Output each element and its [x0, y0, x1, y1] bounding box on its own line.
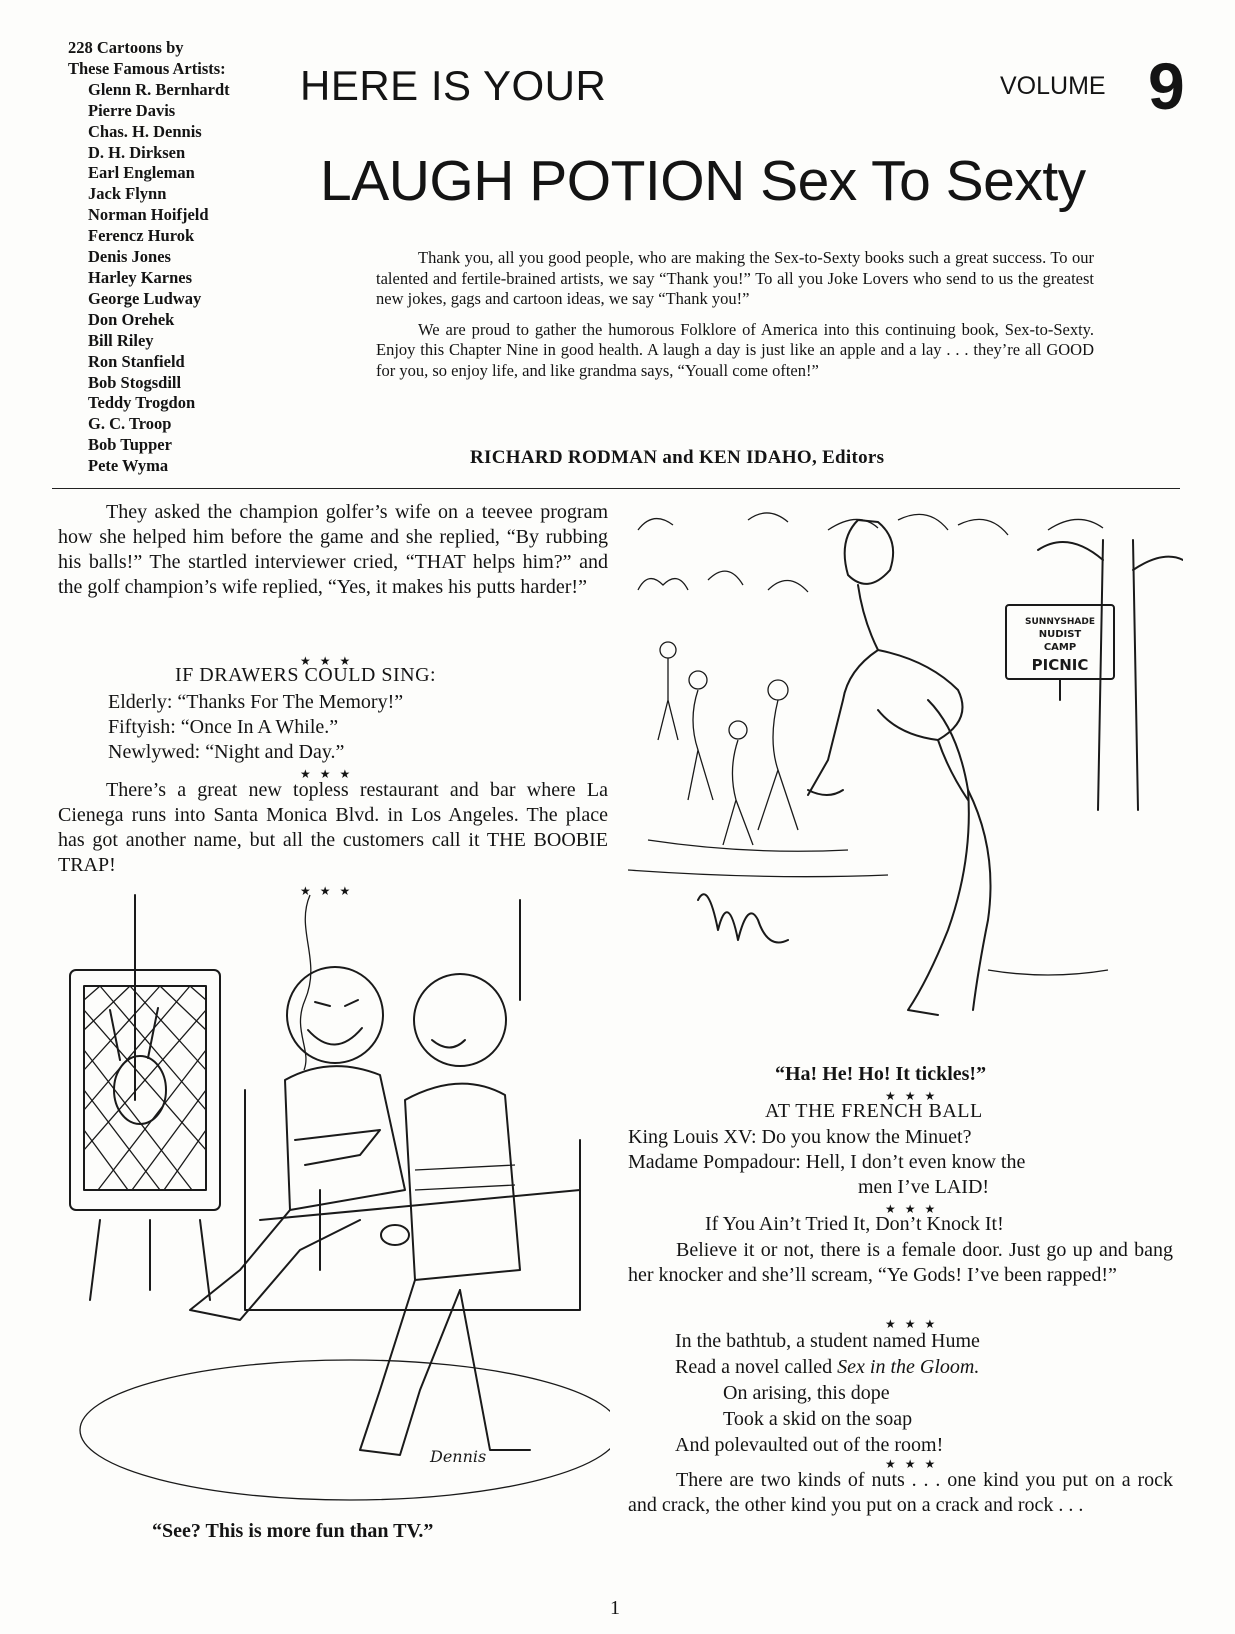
artist-name: Teddy Trogdon [88, 393, 196, 413]
limerick-line: And polevaulted out of the room! [675, 1434, 944, 1456]
star-separator: ★ ★ ★ [300, 767, 354, 781]
artist-name: Ferencz Hurok [88, 226, 195, 246]
aint-tried-it-heading: If You Ain’t Tried It, Don’t Knock It! [705, 1213, 1004, 1235]
artist-name: Jack Flynn [88, 184, 167, 204]
artist-name: Pete Wyma [88, 456, 169, 476]
volume-label: VOLUME [1000, 72, 1106, 100]
sign-line: CAMP [1043, 642, 1077, 653]
artist-name: Pierre Davis [88, 100, 176, 120]
french-ball-line: King Louis XV: Do you know the Minuet? [628, 1126, 972, 1148]
limerick [675, 1328, 980, 1458]
golf-joke [58, 500, 608, 600]
star-separator: ★ ★ ★ [885, 1317, 939, 1331]
artist-name: Ron Stanfield [88, 351, 185, 371]
star-separator: ★ ★ ★ [885, 1457, 939, 1471]
artist-name: Earl Engleman [88, 163, 195, 183]
female-door-joke [628, 1238, 1173, 1288]
french-ball-line: Madame Pompadour: Hell, I don’t even know the [628, 1151, 1026, 1173]
french-ball-joke [628, 1125, 1173, 1200]
topless-joke [58, 778, 608, 878]
drawers-line: Fiftyish: “Once In A While.” [108, 716, 339, 738]
french-ball-line: men I’ve LAID! [858, 1176, 990, 1198]
golf-joke-text: They asked the champion golfer’s wife on a teevee program how she helped him before the game and she replied, “By rubbing his balls!” The startled interviewer cried, “THAT helps him?” and the golf champion’s wife replied, “Yes, it makes his putts harder!” [58, 501, 608, 598]
tv-cartoon-illustration [60, 890, 610, 1515]
intro-text [376, 248, 1094, 391]
header-line-1: HERE IS YOUR [300, 62, 607, 109]
artist-name: Don Orehek [88, 309, 175, 329]
cartoon-signature: Dennis [430, 1447, 487, 1466]
star-separator: ★ ★ ★ [300, 884, 354, 898]
limerick-line: In the bathtub, a student named Hume [675, 1330, 980, 1352]
volume-number: 9 [1148, 49, 1185, 123]
page-title: LAUGH POTION Sex To Sexty [320, 149, 1086, 213]
artist-list [68, 38, 278, 477]
artist-name: George Ludway [88, 288, 202, 308]
star-separator: ★ ★ ★ [885, 1202, 939, 1216]
star-separator: ★ ★ ★ [885, 1089, 939, 1103]
female-door-joke-text: Believe it or not, there is a female door. Just go up and bang her knocker and she’ll scream, “Ye Gods! I’ve been rapped!” [628, 1239, 1173, 1286]
editors-credit: RICHARD RODMAN and KEN IDAHO, Editors [470, 447, 885, 468]
french-ball-heading: AT THE FRENCH BALL [765, 1100, 983, 1122]
limerick-line-text: Read a novel called [675, 1356, 838, 1378]
artist-list-heading-2: These Famous Artists: [68, 58, 226, 78]
sign-line: NUDIST [1038, 629, 1082, 640]
drawers-list [108, 690, 403, 765]
artist-list-heading-1: 228 Cartoons by [68, 38, 184, 57]
nudist-cartoon-caption: “Ha! He! Ho! It tickles!” [775, 1063, 987, 1085]
nuts-joke [628, 1468, 1173, 1518]
tv-cartoon-caption: “See? This is more fun than TV.” [152, 1520, 434, 1542]
artist-name: D. H. Dirksen [88, 142, 186, 162]
artist-name: Bob Tupper [88, 435, 172, 455]
drawers-heading: IF DRAWERS COULD SING: [175, 664, 437, 686]
artist-name: Bill Riley [88, 330, 154, 350]
artist-name: Glenn R. Bernhardt [88, 79, 230, 99]
artist-name: Bob Stogsdill [88, 372, 182, 392]
book-title: Sex in the Gloom. [837, 1356, 980, 1378]
artist-name: Denis Jones [88, 247, 171, 267]
artist-name: Norman Hoifjeld [88, 205, 209, 225]
artist-name: G. C. Troop [88, 414, 172, 434]
star-separator: ★ ★ ★ [300, 654, 354, 668]
limerick-line [675, 1354, 980, 1380]
drawers-line: Elderly: “Thanks For The Memory!” [108, 691, 404, 713]
header-divider [52, 488, 1180, 489]
artist-name: Harley Karnes [88, 267, 193, 287]
intro-paragraph-1: Thank you, all you good people, who are making the Sex-to-Sexty books such a great success. To our talented and fertile-brained artists, we say “Thank you!” To all you Joke Lovers who send to us the greatest new jokes, gags and cartoon ideas, we say “Thank you!” [376, 248, 1094, 308]
topless-joke-text: There’s a great new topless restaurant and bar where La Cienega runs into Santa Monica Blvd. in Los Angeles. The place has got another name, but all the customers call it THE BOOBIE TRAP! [58, 779, 608, 876]
artist-name: Chas. H. Dennis [88, 121, 202, 141]
sign-line: PICNIC [1031, 656, 1089, 674]
limerick-line: On arising, this dope [723, 1382, 890, 1404]
intro-paragraph-2: We are proud to gather the humorous Folklore of America into this continuing book, Sex-to-Sexty. Enjoy this Chapter Nine in good health. A laugh a day is just like an apple and a lay . . . they’re all GOOD for you, so enjoy life, and like grandma says, “Youall come often!” [376, 319, 1094, 380]
page-number: 1 [610, 1597, 620, 1619]
drawers-line: Newlywed: “Night and Day.” [108, 741, 345, 763]
nuts-joke-text: There are two kinds of nuts . . . one kind you put on a rock and crack, the other kind you put on a crack and rock . . . [628, 1469, 1173, 1516]
nudist-camp-cartoon-illustration [628, 500, 1183, 1040]
sign-line: SUNNYSHADE [1025, 617, 1095, 627]
limerick-line: Took a skid on the soap [723, 1408, 913, 1430]
